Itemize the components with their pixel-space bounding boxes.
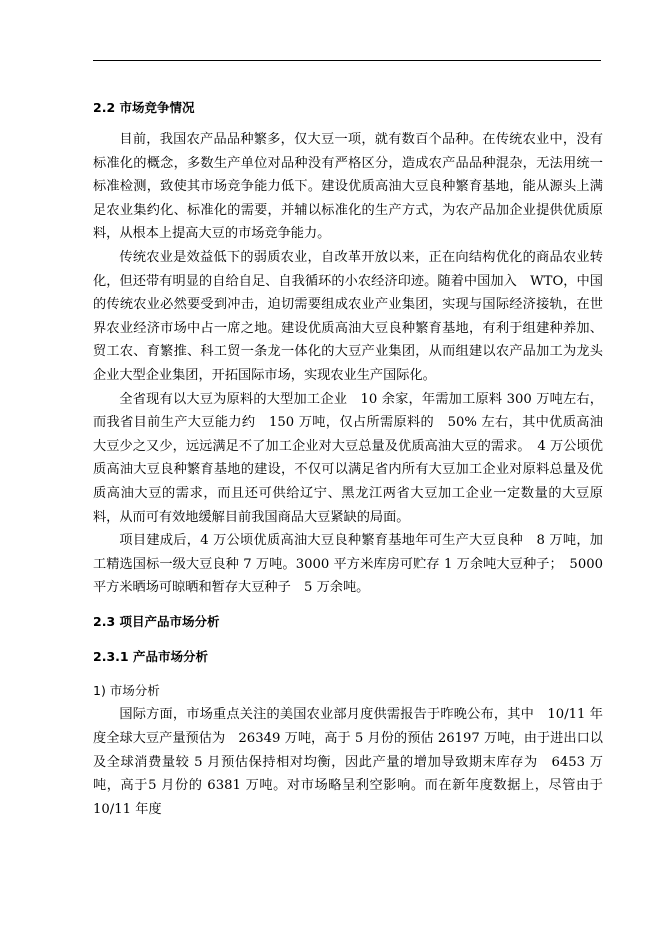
paragraph: 全省现有以大豆为原料的大型加工企业 10 余家，年需加工原料 300 万吨左右，而我省目前生产大豆能力约 150 万吨，仅占所需原料的 50% 左右，其中优质高油大豆少之又少，远远满足不了加工企业对大豆总量及优质高油大豆的需求。 4 万公顷优质高油大豆良种繁育基地的建设，不仅可以满足省内所有大豆加工企业对原料总量及优质高油大豆的需求，而且还可供给辽宁、黑龙江两省大豆加工企业一定数量的大豆原料，从而可有效地缓解目前我国商品大豆紧缺的局面。 [93, 391, 603, 525]
paragraph: 传统农业是效益低下的弱质农业，自改革开放以来，正在向结构优化的商品农业转化，但还带有明显的自给自足、自我循环的小农经济印迹。随着中国加入 WTO，中国的传统农业必然要受到冲击，迫切需要组成农业产业集团，实现与国际经济接轨，在世界农业经济市场中占一席之地。建设优质高油大豆良种繁育基地，有利于组建种养加、贸工农、育繁推、科工贸一条龙一体化的大豆产业集团，从而组建以农产品加工为龙头企业大型企业集团，开拓国际市场，实现农业生产国际化。 [93, 249, 603, 383]
paragraph: 项目建成后，4 万公顷优质高油大豆良种繁育基地年可生产大豆良种 8 万吨，加工精选国标一级大豆良种 7 万吨。3000 平方米库房可贮存 1 万余吨大豆种子； 5000 平方米晒场可晾晒和暂存大豆种子 5 万余吨。 [93, 533, 603, 596]
document-body [93, 98, 617, 821]
list-item-label: 1) 市场分析 [93, 682, 160, 698]
section-title-2-3: 2.3 项目产品市场分析 [93, 613, 220, 629]
subsection-title-2-3-1: 2.3.1 产品市场分析 [93, 648, 208, 664]
section-title-2-2: 2.2 市场竞争情况 [93, 100, 195, 115]
paragraph: 目前，我国农产品品种繁多，仅大豆一项，就有数百个品种。在传统农业中，没有标准化的概念，多数生产单位对品种没有严格区分，造成农产品品种混杂，无法用统一标准检测，致使其市场竞争能力低下。建设优质高油大豆良种繁育基地，能从源头上满足农业集约化、标准化的需要，并辅以标准化的生产方式，为农产品加企业提供优质原料，从根本上提高大豆的市场竞争能力。 [93, 132, 603, 242]
header-rule [93, 60, 601, 61]
paragraph: 国际方面，市场重点关注的美国农业部月度供需报告于昨晚公布，其中 10/11 年度全球大豆产量预估为 26349 万吨，高于 5 月份的预估 26197 万吨，由于进出口以及全球消费量较 5 月预估保持相对均衡，因此产量的增加导致期末库存为 6453 万吨，高于5 月份的 6381 万吨。对市场略呈利空影响。而在新年度数据上，尽管由于 10/11 年度 [93, 707, 617, 817]
